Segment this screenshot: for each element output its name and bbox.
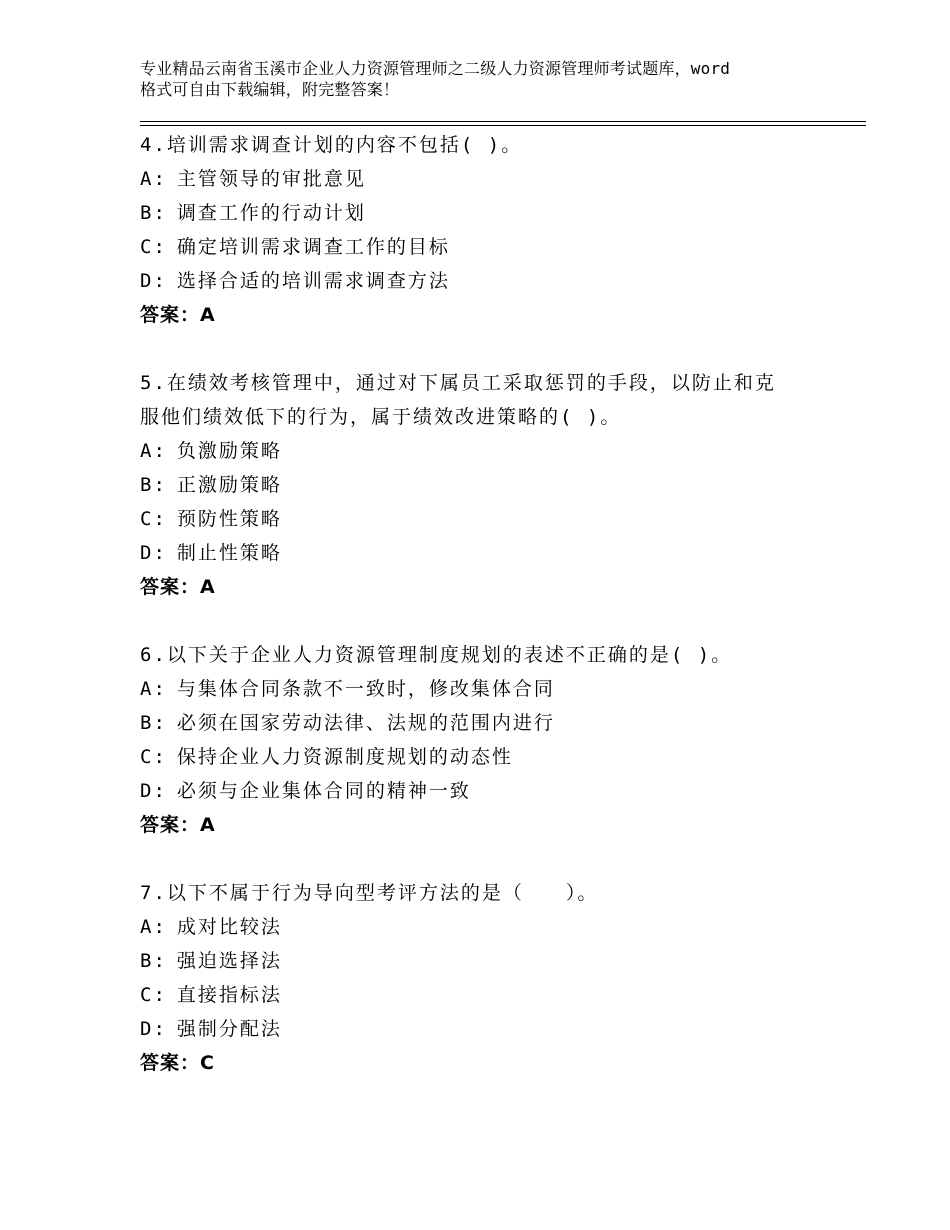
question-4 bbox=[140, 128, 840, 332]
question-list bbox=[140, 128, 840, 1114]
header-line-2: 格式可自由下载编辑，附完整答案！ bbox=[140, 80, 400, 99]
header-divider bbox=[140, 121, 866, 126]
question-6 bbox=[140, 638, 840, 842]
option-d: D: 制止性策略 bbox=[140, 542, 282, 564]
option-a: A: 成对比较法 bbox=[140, 916, 282, 938]
option-a: A: 负激励策略 bbox=[140, 440, 282, 462]
answer: 答案：A bbox=[140, 814, 216, 836]
option-c: C: 预防性策略 bbox=[140, 508, 282, 530]
answer: 答案：C bbox=[140, 1052, 215, 1074]
question-stem: 6.以下关于企业人力资源管理制度规划的表述不正确的是( )。 bbox=[140, 644, 733, 666]
question-7 bbox=[140, 876, 840, 1080]
question-stem: 7.以下不属于行为导向型考评方法的是（ ）。 bbox=[140, 882, 599, 904]
answer: 答案：A bbox=[140, 576, 216, 598]
document-header bbox=[140, 58, 840, 100]
option-b: B: 强迫选择法 bbox=[140, 950, 282, 972]
option-d: D: 选择合适的培训需求调查方法 bbox=[140, 270, 450, 292]
option-d: D: 必须与企业集体合同的精神一致 bbox=[140, 780, 471, 802]
option-a: A: 主管领导的审批意见 bbox=[140, 168, 366, 190]
header-line-1: 专业精品云南省玉溪市企业人力资源管理师之二级人力资源管理师考试题库，word bbox=[140, 59, 731, 78]
question-stem-line-1: 5.在绩效考核管理中，通过对下属员工采取惩罚的手段，以防止和克 bbox=[140, 372, 776, 394]
answer: 答案：A bbox=[140, 304, 216, 326]
option-b: B: 调查工作的行动计划 bbox=[140, 202, 366, 224]
option-a: A: 与集体合同条款不一致时，修改集体合同 bbox=[140, 678, 555, 700]
question-stem: 4.培训需求调查计划的内容不包括( )。 bbox=[140, 134, 523, 156]
option-c: C: 直接指标法 bbox=[140, 984, 282, 1006]
question-stem-line-2: 服他们绩效低下的行为，属于绩效改进策略的( )。 bbox=[140, 406, 622, 428]
question-5 bbox=[140, 366, 840, 604]
option-b: B: 正激励策略 bbox=[140, 474, 282, 496]
option-c: C: 保持企业人力资源制度规划的动态性 bbox=[140, 746, 513, 768]
option-b: B: 必须在国家劳动法律、法规的范围内进行 bbox=[140, 712, 555, 734]
option-c: C: 确定培训需求调查工作的目标 bbox=[140, 236, 450, 258]
option-d: D: 强制分配法 bbox=[140, 1018, 282, 1040]
